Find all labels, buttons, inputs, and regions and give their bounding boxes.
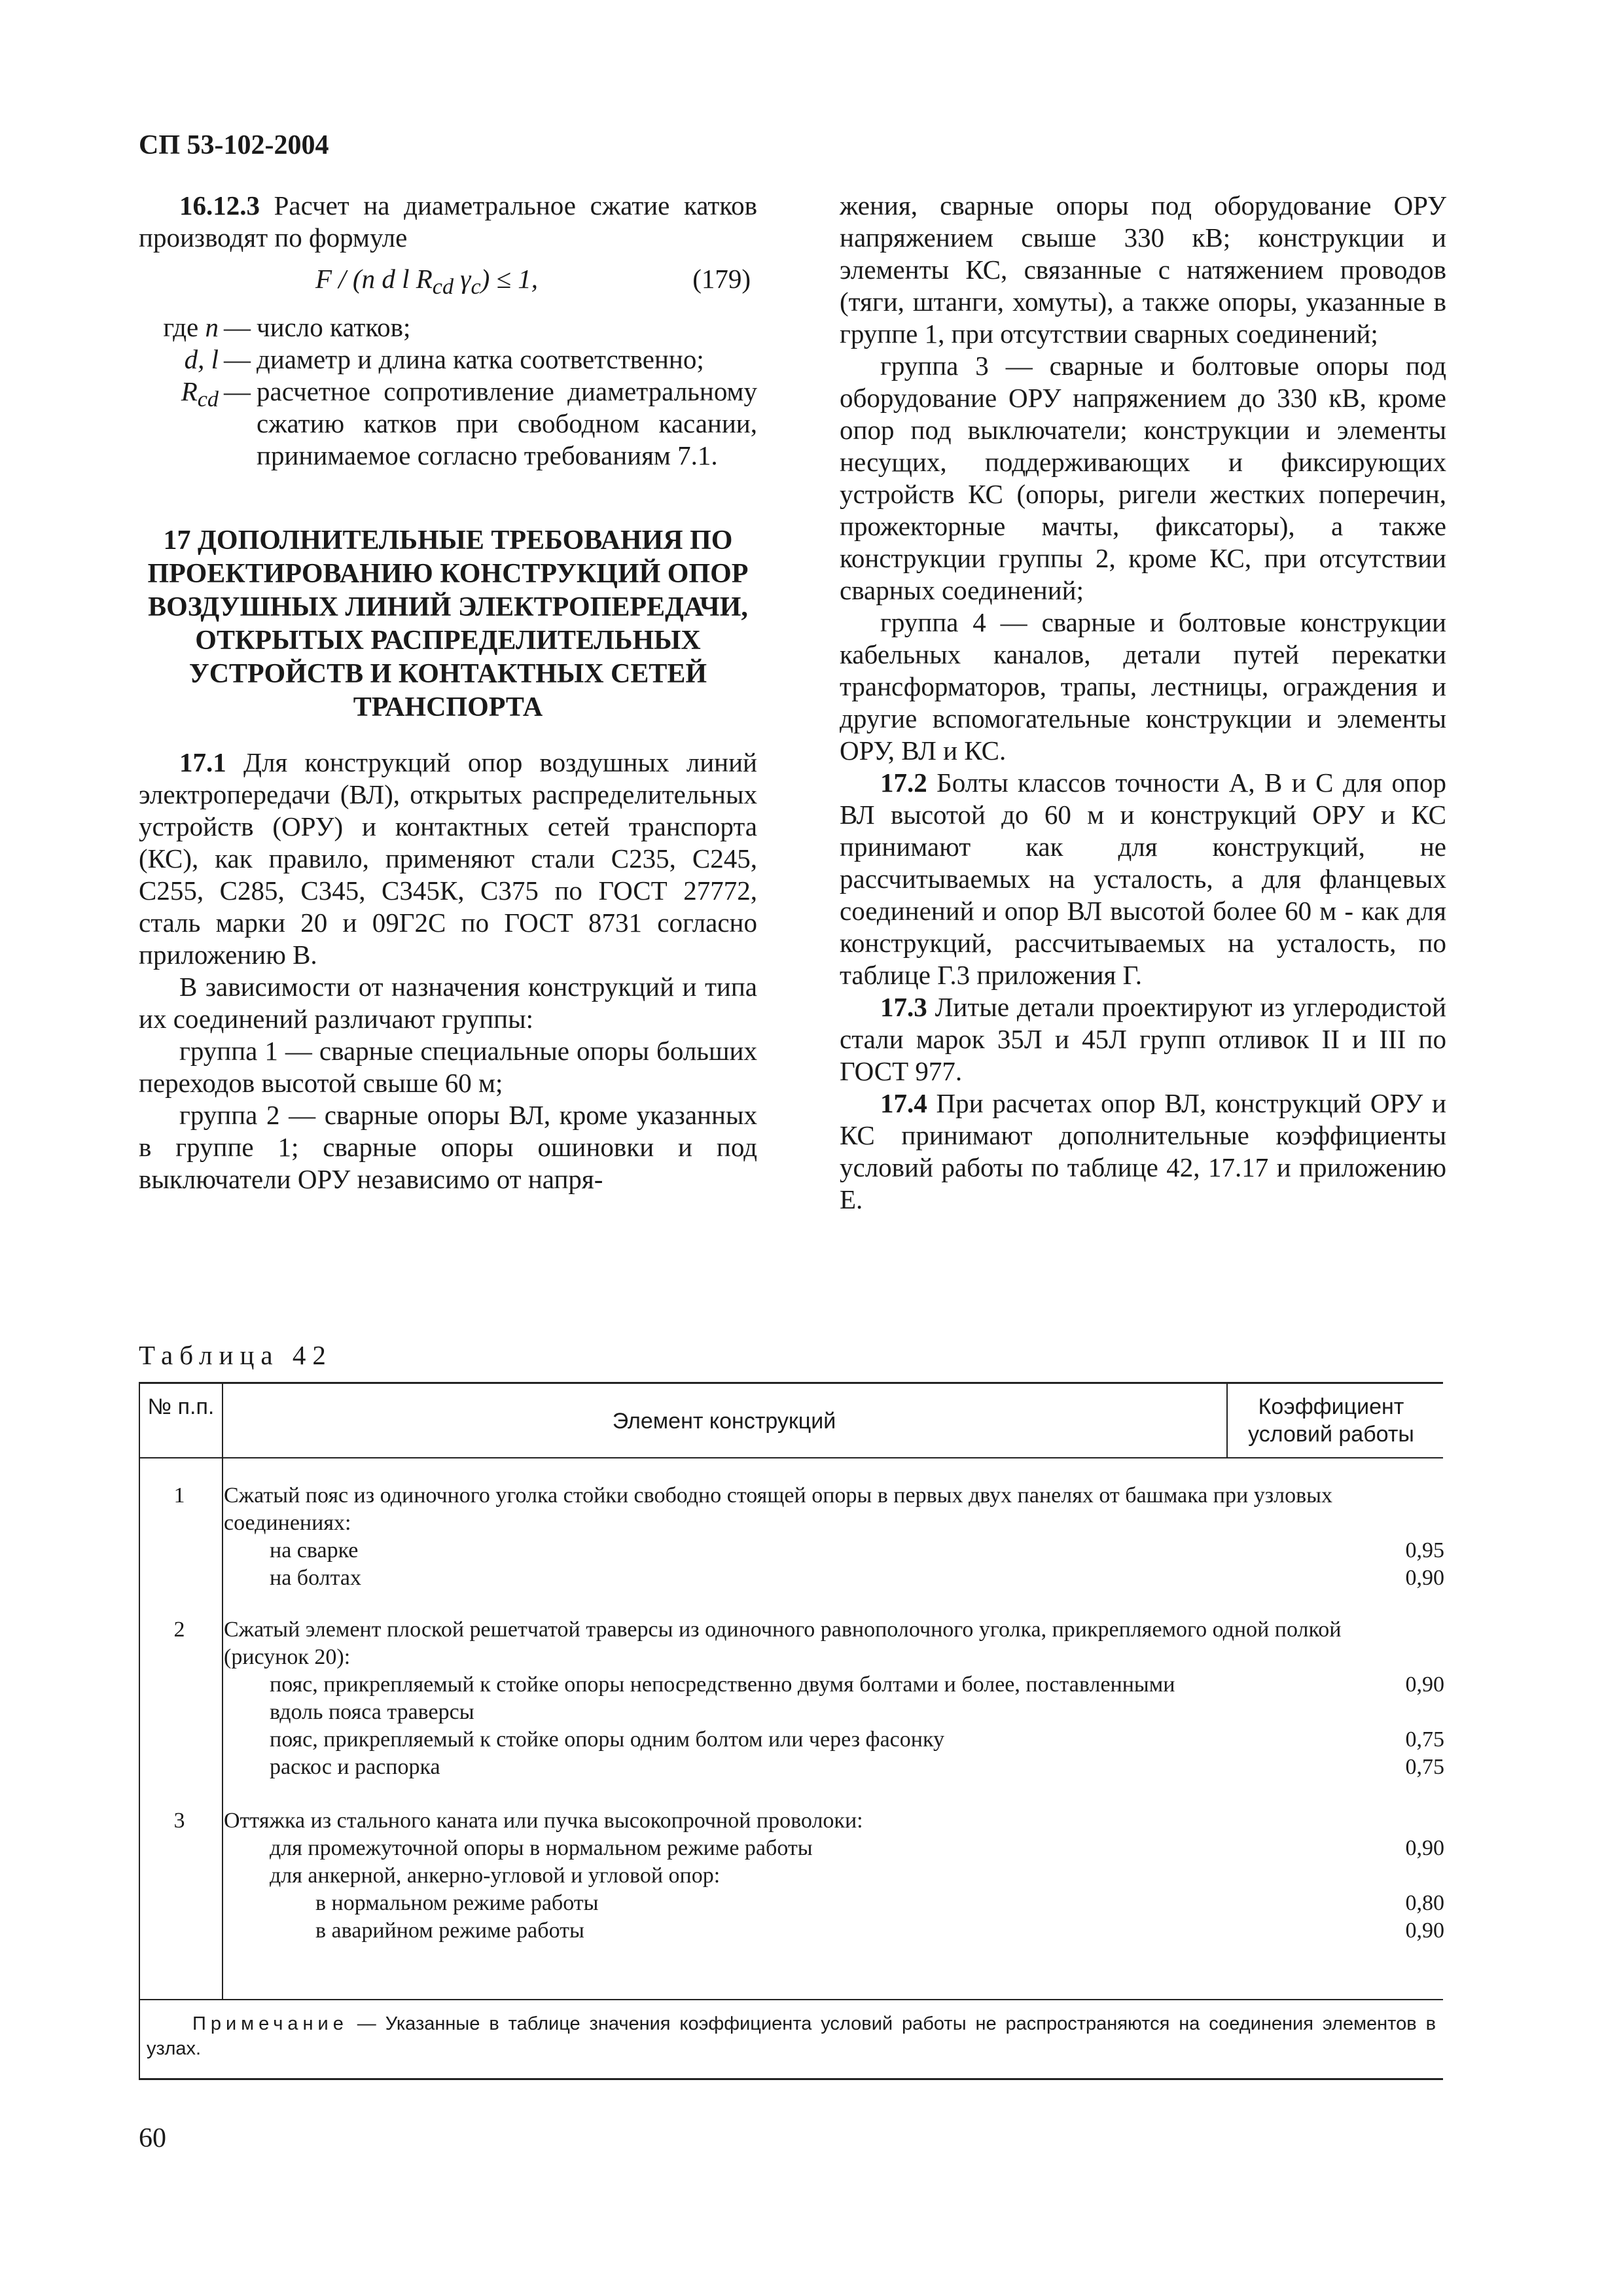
clause-text: Литые детали проектируют из углеродистой стали марок 35Л и 45Л групп отливок II и III по ГОСТ 977. (840, 992, 1446, 1086)
coefficient-value: 0,75 (1405, 1727, 1444, 1752)
paragraph-groups-intro: В зависимости от назначения конструкций и типа их соединений различают группы: (139, 972, 757, 1034)
paragraph-17-1 (139, 747, 757, 971)
row-item: на болтах (270, 1566, 361, 1590)
note-text: — Указанные в таблице значения коэффициента условий работы не распространяются на соединения элементов в узлах. (147, 2013, 1436, 2059)
coefficient-value: 0,90 (1405, 1918, 1444, 1943)
clause-number: 16.12.3 (179, 190, 260, 221)
formula-179 (139, 263, 757, 305)
clause-number: 17.2 (880, 768, 927, 798)
clause-text: Расчет на диаметральное сжатие катков производят по формуле (139, 190, 757, 253)
coefficient-value: 0,75 (1405, 1755, 1444, 1779)
table-row (224, 1616, 1369, 1781)
header-num: № п.п. (147, 1394, 215, 1419)
row-item: для промежуточной опоры в нормальном режиме работы (270, 1836, 813, 1860)
row-item: в нормальном режиме работы (315, 1891, 599, 1915)
note-label: Примечание (192, 2013, 348, 2034)
variable-definitions: где n — число катков; d, l — диаметр и длина катка соответственно; $R_{cd}$ — расчетное сопротивление диаметральному сжатию катков при свободном касании, принимаемое согласно требованиям 7.1. (139, 311, 757, 472)
coefficient-value: 0,80 (1405, 1891, 1444, 1915)
table-column-rule (222, 1384, 223, 1999)
page-number: 60 (139, 2123, 166, 2153)
clause-number: 17.1 (179, 747, 226, 777)
document-code: СП 53-102-2004 (139, 130, 329, 160)
table-column-rule (1226, 1384, 1228, 1457)
right-column (840, 190, 1446, 1216)
table-label: Таблица 42 (139, 1340, 332, 1370)
variable-definition: диаметр и длина катка соответственно; (257, 344, 704, 374)
variable-symbol: d, l (184, 344, 219, 374)
coefficient-value: 0,90 (1405, 1566, 1444, 1590)
row-number: 1 (173, 1483, 185, 1508)
clause-number: 17.3 (880, 992, 927, 1022)
formula-expression: F / (n d l $R_{cd}$ $\gamma_c) \le 1$, (315, 264, 539, 300)
row-item: для анкерной, анкерно-угловой и угловой опор: (270, 1863, 721, 1888)
clause-text: При расчетах опор ВЛ, конструкций ОРУ и КС принимают дополнительные коэффициенты условий работы по таблице 42, 17.17 и приложению Е. (840, 1088, 1446, 1214)
row-description: Оттяжка из стального каната или пучка высокопрочной проволоки: (224, 1809, 863, 1833)
formula-number: (179) (692, 264, 751, 294)
paragraph-group-2-start: группа 2 — сварные опоры ВЛ, кроме указанных в группе 1; сварные опоры ошиновки и под выключатели ОРУ независимо от напря- (139, 1100, 757, 1194)
clause-number: 17.4 (880, 1088, 927, 1118)
paragraph-17-4 (840, 1087, 1446, 1216)
header-coefficient: Коэффициент условий работы (1248, 1394, 1414, 1447)
table-note (147, 2011, 1436, 2061)
table-body-rule (140, 1999, 1443, 2000)
variable-symbol: где n (163, 312, 219, 342)
paragraph-17-3 (840, 991, 1446, 1087)
clause-text: Для конструкций опор воздушных линий электропередачи (ВЛ), открытых распределительных устройств (ОРУ) и контактных сетей транспорта (КС), как правило, применяют стали С235, С245, С255, С285, С345, С345К, С375 по ГОСТ 27772, сталь марки 20 и 09Г2С по ГОСТ 8731 согласно приложению В. (139, 747, 757, 970)
row-number: 2 (173, 1617, 185, 1642)
row-item: в аварийном режиме работы (315, 1918, 584, 1943)
coefficient-value: 0,90 (1405, 1672, 1444, 1697)
variable-symbol: $R_{cd}$ (181, 376, 219, 412)
row-description: Сжатый пояс из одиночного уголка стойки свободно стоящей опоры в первых двух панелях от башмака при узловых соединениях: (224, 1483, 1332, 1535)
paragraph-16-12-3 (139, 190, 757, 254)
section-17-title: 17 ДОПОЛНИТЕЛЬНЫЕ ТРЕБОВАНИЯ ПО ПРОЕКТИРОВАНИЮ КОНСТРУКЦИЙ ОПОР ВОЗДУШНЫХ ЛИНИЙ ЭЛЕКТРОПЕРЕДАЧИ, ОТКРЫТЫХ РАСПРЕДЕЛИТЕЛЬНЫХ УСТРОЙСТВ И КОНТАКТНЫХ СЕТЕЙ ТРАНСПОРТА (147, 525, 749, 722)
row-description: Сжатый элемент плоской решетчатой траверсы из одиночного равнополочного уголка, прикрепляемого одной полкой (рисунок 20): (224, 1617, 1342, 1669)
row-item: пояс, прикрепляемый к стойке опоры одним болтом или через фасонку (270, 1727, 944, 1752)
table-row (224, 1482, 1369, 1592)
paragraph-group-1: группа 1 — сварные специальные опоры больших переходов высотой свыше 60 м; (139, 1036, 757, 1098)
coefficient-value: 0,95 (1405, 1538, 1444, 1563)
left-column (139, 190, 757, 1195)
table-row (224, 1807, 1369, 1945)
paragraph-group-2-end: жения, сварные опоры под оборудование ОРУ напряжением свыше 330 кВ; конструкции и элементы КС, связанные с натяжением проводов (тяги, штанги, хомуты), а также опоры, указанные в группе 1, при отсутствии сварных соединений; (840, 190, 1446, 349)
clause-text: Болты классов точности А, В и С для опор ВЛ высотой до 60 м и конструкций ОРУ и КС принимают как для конструкций, не рассчитываемых на усталость, а для фланцевых соединений и опор ВЛ высотой более 60 м - как для конструкций, рассчитываемых на усталость, по таблице Г.3 приложения Г. (840, 768, 1446, 990)
paragraph-group-3: группа 3 — сварные и болтовые опоры под оборудование ОРУ напряжением до 330 кВ, кроме опор под выключатели; конструкции и элементы несущих, поддерживающих и фиксирующих устройств КС (опоры, ригели жестких поперечин, прожекторные мачты, фиксаторы), а также конструкции группы 2, кроме КС, при отсутствии сварных соединений; (840, 351, 1446, 605)
paragraph-group-4: группа 4 — сварные и болтовые конструкции кабельных каналов, детали путей перекатки трансформаторов, трапы, лестницы, ограждения и другие вспомогательные конструкции и элементы ОРУ, ВЛ и КС. (840, 607, 1446, 766)
row-number: 3 (173, 1809, 185, 1833)
table-42 (139, 1382, 1443, 2080)
variable-definition: расчетное сопротивление диаметральному сжатию катков при свободном касании, принимаемое согласно требованиям 7.1. (257, 376, 757, 470)
row-item: пояс, прикрепляемый к стойке опоры непосредственно двумя болтами и более, поставленными вдоль пояса траверсы (270, 1672, 1175, 1724)
table-header-rule (140, 1457, 1443, 1458)
row-item: на сварке (270, 1538, 359, 1563)
variable-definition: число катков; (257, 312, 411, 342)
paragraph-17-2 (840, 767, 1446, 991)
row-item: раскос и распорка (270, 1755, 440, 1779)
header-element: Элемент конструкций (612, 1409, 836, 1434)
coefficient-value: 0,90 (1405, 1836, 1444, 1860)
